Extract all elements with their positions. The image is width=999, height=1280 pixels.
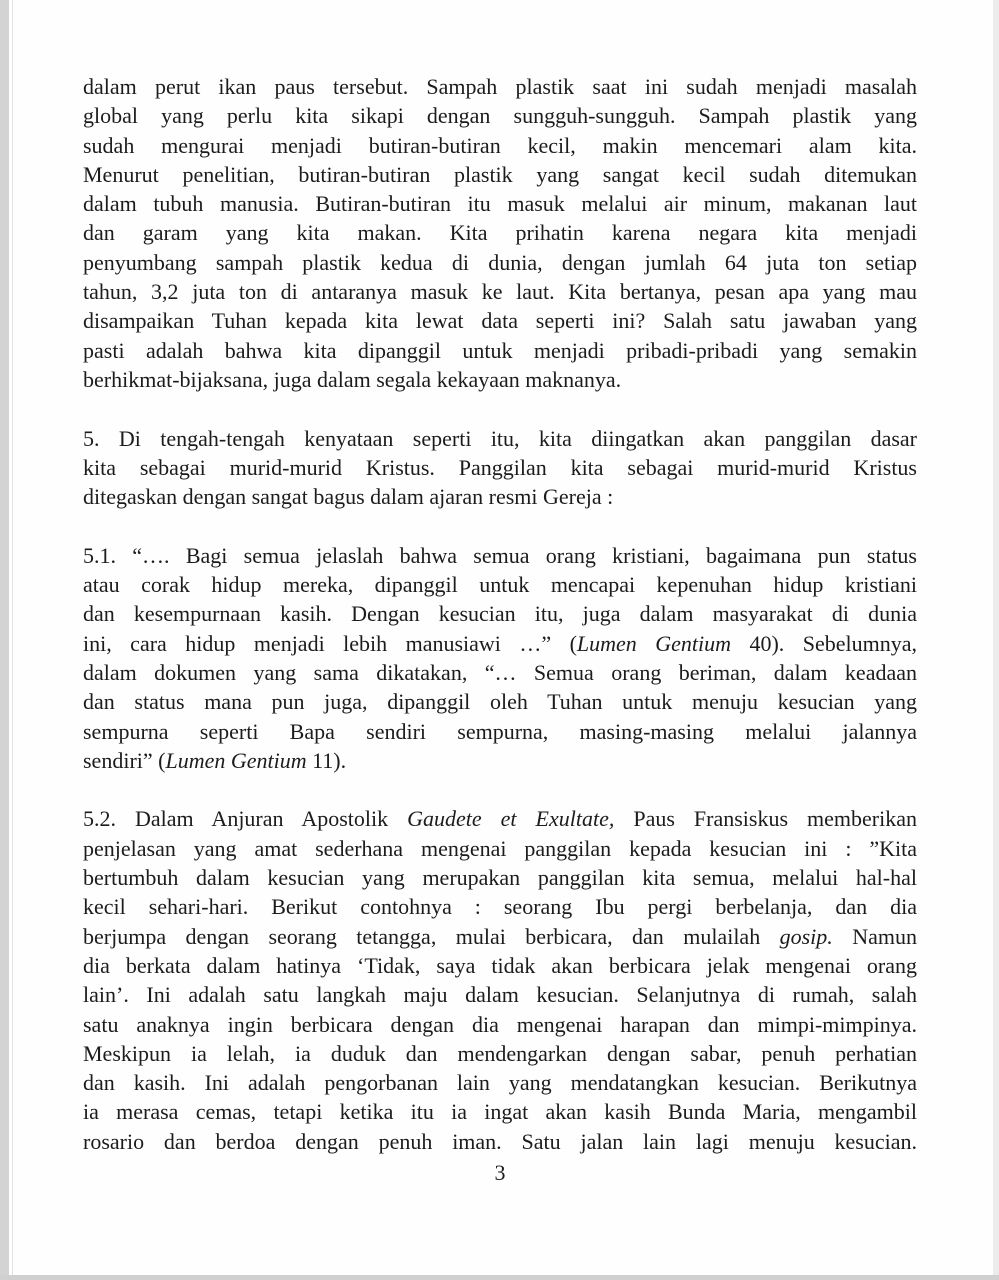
text-line <box>83 1127 917 1156</box>
text-line <box>83 218 917 247</box>
text-segment: disampaikan Tuhan kepada kita lewat data seperti ini? Salah satu jawaban yang <box>83 308 917 334</box>
text-line <box>83 804 917 833</box>
text-segment: 5.1. “…. Bagi semua jelaslah bahwa semua orang kristiani, bagaimana pun status <box>83 542 917 568</box>
text-segment: atau corak hidup mereka, dipanggil untuk mencapai kepenuhan hidup kristiani <box>83 572 917 598</box>
scan-edge-left <box>0 0 9 1280</box>
text-segment: dan kasih. Ini adalah pengorbanan lain yang mendatangkan kesucian. Berikutnya <box>83 1070 917 1096</box>
text-segment: dalam tubuh manusia. Butiran-butiran itu masuk melalui air minum, makanan laut <box>83 191 917 217</box>
paragraph <box>83 541 917 775</box>
text-line <box>83 482 917 511</box>
paragraph <box>83 424 917 512</box>
text-line <box>83 248 917 277</box>
text-segment: pasti adalah bahwa kita dipanggil untuk menjadi pribadi-pribadi yang semakin <box>83 337 917 363</box>
text-line <box>83 570 917 599</box>
text-segment: ini, cara hidup menjadi lebih manusiawi …” ( <box>83 630 577 656</box>
text-segment: Paus Fransiskus memberikan <box>614 806 917 832</box>
text-segment: satu anaknya ingin berbicara dengan dia mengenai harapan dan mimpi-mimpinya. <box>83 1011 917 1037</box>
text-line <box>83 453 917 482</box>
italic-text-segment: Gaudete et Exultate, <box>407 806 615 832</box>
text-segment: dan kesempurnaan kasih. Dengan kesucian itu, juga dalam masyarakat di dunia <box>83 601 917 627</box>
text-line <box>83 160 917 189</box>
text-segment: berjumpa dengan seorang tetangga, mulai berbicara, dan mulailah <box>83 923 780 949</box>
text-segment: kecil sehari-hari. Berikut contohnya : seorang Ibu pergi berbelanja, dan dia <box>83 894 917 920</box>
scan-edge-bottom <box>0 1275 999 1280</box>
italic-text-segment: gosip. <box>779 923 833 949</box>
text-line <box>83 1039 917 1068</box>
text-segment: sudah mengurai menjadi butiran-butiran kecil, makin mencemari alam kita. <box>83 132 917 158</box>
text-line <box>83 1097 917 1126</box>
italic-text-segment: Lumen Gentium <box>576 630 731 656</box>
scan-fold-line <box>12 0 13 1280</box>
text-line <box>83 306 917 335</box>
text-line <box>83 863 917 892</box>
text-segment: 5.2. Dalam Anjuran Apostolik <box>83 806 408 832</box>
text-line <box>83 336 917 365</box>
text-segment: lain’. Ini adalah satu langkah maju dalam kesucian. Selanjutnya di rumah, salah <box>83 982 917 1008</box>
text-line <box>83 541 917 570</box>
paragraph <box>83 72 917 394</box>
text-line <box>83 892 917 921</box>
text-line <box>83 424 917 453</box>
text-line <box>83 922 917 951</box>
text-line <box>83 746 917 775</box>
text-line <box>83 101 917 130</box>
text-segment: ditegaskan dengan sangat bagus dalam ajaran resmi Gereja : <box>83 484 614 510</box>
page-number: 3 <box>494 1159 506 1185</box>
text-segment: dan garam yang kita makan. Kita prihatin karena negara kita menjadi <box>83 220 917 246</box>
text-segment: Meskipun ia lelah, ia duduk dan mendengarkan dengan sabar, penuh perhatian <box>83 1040 917 1066</box>
text-line <box>83 365 917 394</box>
text-segment: rosario dan berdoa dengan penuh iman. Satu jalan lain lagi menuju kesucian. <box>83 1128 917 1154</box>
scan-edge-right <box>993 0 999 1280</box>
text-line <box>83 599 917 628</box>
text-segment: ia merasa cemas, tetapi ketika itu ia ingat akan kasih Bunda Maria, mengambil <box>83 1099 917 1125</box>
text-segment: dalam dokumen yang sama dikatakan, “… Semua orang beriman, dalam keadaan <box>83 659 917 685</box>
text-line <box>83 131 917 160</box>
text-segment: berhikmat-bijaksana, juga dalam segala kekayaan maknanya. <box>83 366 622 392</box>
paragraph <box>83 804 917 1156</box>
text-segment: global yang perlu kita sikapi dengan sungguh-sungguh. Sampah plastik yang <box>83 103 917 129</box>
text-segment: penjelasan yang amat sederhana mengenai panggilan kepada kesucian ini : ”Kita <box>83 835 917 861</box>
text-segment: tahun, 3,2 juta ton di antaranya masuk ke laut. Kita bertanya, pesan apa yang mau <box>83 279 917 305</box>
text-line <box>83 658 917 687</box>
text-segment: 5. Di tengah-tengah kenyataan seperti itu, kita diingatkan akan panggilan dasar <box>83 425 917 451</box>
text-segment: sempurna seperti Bapa sendiri sempurna, masing-masing melalui jalannya <box>83 718 917 744</box>
italic-text-segment: Lumen Gentium <box>165 747 307 773</box>
text-line <box>83 687 917 716</box>
text-line <box>83 834 917 863</box>
text-segment: dia berkata dalam hatinya ‘Tidak, saya tidak akan berbicara jelak mengenai orang <box>83 952 917 978</box>
text-segment: dan status mana pun juga, dipanggil oleh Tuhan untuk menuju kesucian yang <box>83 689 917 715</box>
text-segment: Menurut penelitian, butiran-butiran plastik yang sangat kecil sudah ditemukan <box>83 161 917 187</box>
text-line <box>83 980 917 1009</box>
text-line <box>83 1068 917 1097</box>
paragraphs-container <box>83 72 917 1156</box>
text-segment: penyumbang sampah plastik kedua di dunia, dengan jumlah 64 juta ton setiap <box>83 249 917 275</box>
text-line <box>83 277 917 306</box>
text-segment: 11). <box>306 747 347 773</box>
text-line <box>83 72 917 101</box>
text-block <box>83 72 917 1187</box>
text-segment: Namun <box>832 923 918 949</box>
text-line <box>83 717 917 746</box>
text-segment: bertumbuh dalam kesucian yang merupakan panggilan kita semua, melalui hal-hal <box>83 865 917 891</box>
text-segment: dalam perut ikan paus tersebut. Sampah plastik saat ini sudah menjadi masalah <box>83 74 917 99</box>
text-line <box>83 629 917 658</box>
text-line <box>83 951 917 980</box>
text-segment: kita sebagai murid-murid Kristus. Panggilan kita sebagai murid-murid Kristus <box>83 454 917 480</box>
text-segment: 40). Sebelumnya, <box>731 630 917 656</box>
text-segment: sendiri” ( <box>83 747 166 773</box>
text-line <box>83 1010 917 1039</box>
text-line <box>83 189 917 218</box>
